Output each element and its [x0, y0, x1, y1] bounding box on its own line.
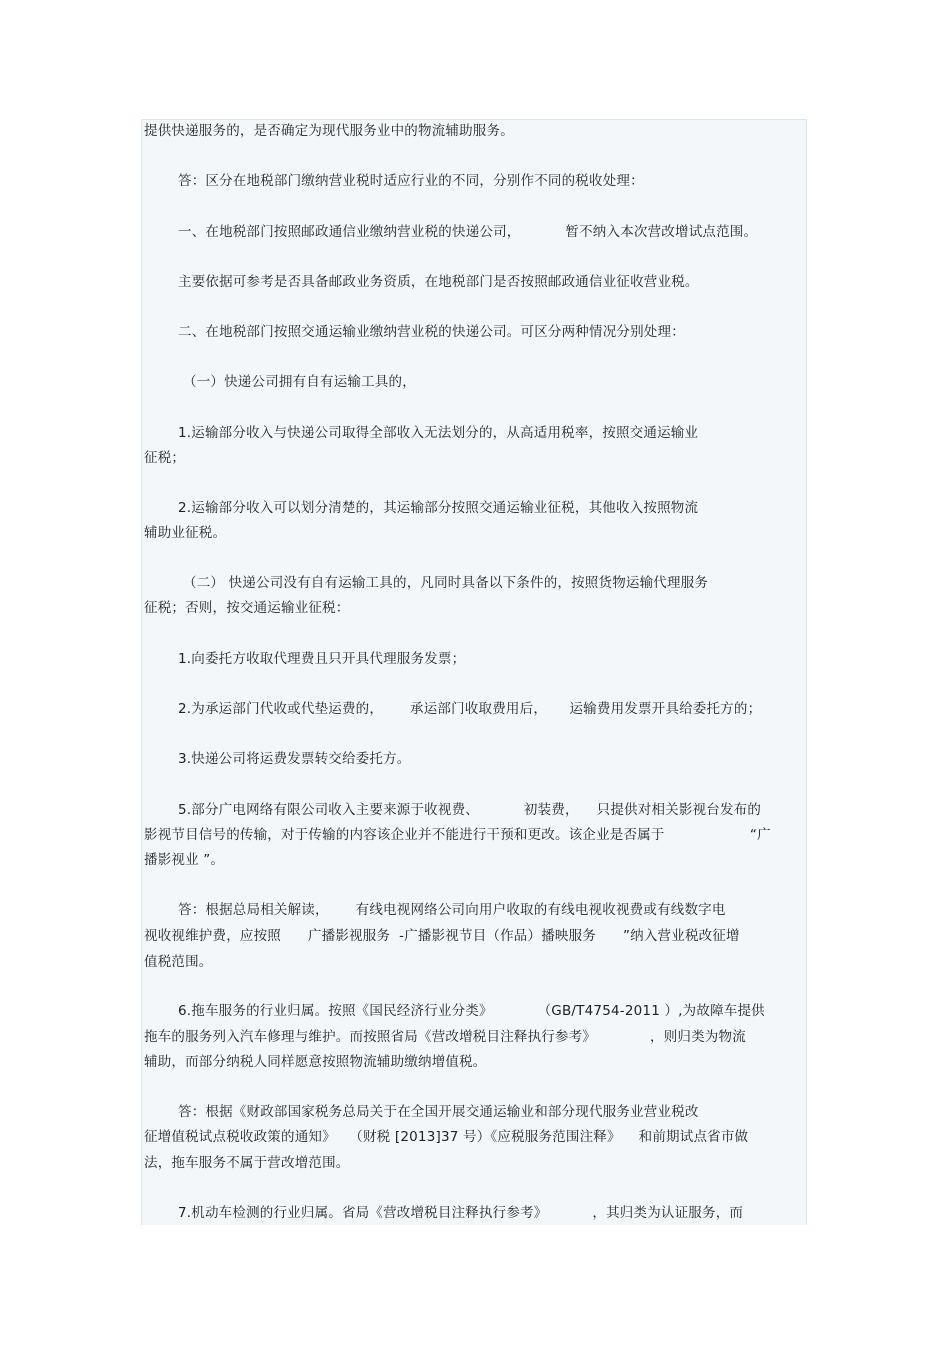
text-line: 值税范围。: [144, 954, 213, 970]
text-line: 二、在地税部门按照交通运输业缴纳营业税的快递公司。可区分两种情况分别处理：: [178, 324, 685, 340]
text-line: 播影视业 ”。: [144, 852, 225, 868]
text-line: 3.快递公司将运费发票转交给委托方。: [178, 751, 411, 767]
text-line: 提供快递服务的，是否确定为现代服务业中的物流辅助服务。: [144, 123, 514, 139]
text-line: 影视节目信号的传输，对于传输的内容该企业并不能进行干预和更改。该企业是否属于 “广: [144, 827, 771, 843]
text-line: （一）快递公司拥有自有运输工具的，: [183, 374, 416, 390]
text-line: 辅助，而部分纳税人同样愿意按照物流辅助缴纳增值税。: [144, 1054, 487, 1070]
text-line: 2.为承运部门代收或代垫运费的， 承运部门收取费用后， 运输费用发票开具给委托方的；: [178, 701, 762, 717]
text-line: 6.拖车服务的行业归属。按照《国民经济行业分类》 （GB/T4754-2011 ）,为故障车提供: [178, 1003, 765, 1019]
text-line: 征税；否则，按交通运输业征税：: [144, 600, 350, 616]
text-line: 一、在地税部门按照邮政通信业缴纳营业税的快递公司， 暂不纳入本次营改增试点范围。: [178, 224, 758, 240]
text-line: 拖车的服务列入汽车修理与维护。而按照省局《营改增税目注释执行参考》 ，则归类为物流: [144, 1029, 746, 1045]
text-line: 1.向委托方收取代理费且只开具代理服务发票；: [178, 651, 466, 667]
text-line: 答：区分在地税部门缴纳营业税时适应行业的不同，分别作不同的税收处理：: [178, 173, 644, 189]
text-line: 征税；: [144, 450, 186, 466]
text-line: （二） 快递公司没有自有运输工具的，凡同时具备以下条件的，按照货物运输代理服务: [183, 575, 709, 591]
text-line: 答：根据总局相关解读， 有线电视网络公司向用户收取的有线电视收视费或有线数字电: [178, 902, 726, 918]
text-line: 5.部分广电网络有限公司收入主要来源于收视费、 初装费， 只提供对相关影视台发布的: [178, 802, 762, 818]
text-line: 2.运输部分收入可以划分清楚的，其运输部分按照交通运输业征税，其他收入按照物流: [178, 500, 699, 516]
text-line: 1.运输部分收入与快递公司取得全部收入无法划分的，从高适用税率，按照交通运输业: [178, 425, 699, 441]
text-line: 法，拖车服务不属于营改增范围。: [144, 1155, 350, 1171]
text-line: 答：根据《财政部国家税务总局关于在全国开展交通运输业和部分现代服务业营业税改: [178, 1104, 699, 1120]
text-line: 主要依据可参考是否具备邮政业务资质，在地税部门是否按照邮政通信业征收营业税。: [178, 274, 699, 290]
text-line: 视收视维护费，应按照 广播影视服务 -广播影视节目（作品）播映服务 ”纳入营业税改征增: [144, 928, 740, 944]
text-line: 7.机动车检测的行业归属。省局《营改增税目注释执行参考》 ，其归类为认证服务，而: [178, 1205, 744, 1221]
text-line: 征增值税试点税收政策的通知》 （财税 [2013]37 号）《应税服务范围注释》 和前期试点省市做: [144, 1129, 749, 1145]
text-line: 辅助业征税。: [144, 525, 227, 541]
